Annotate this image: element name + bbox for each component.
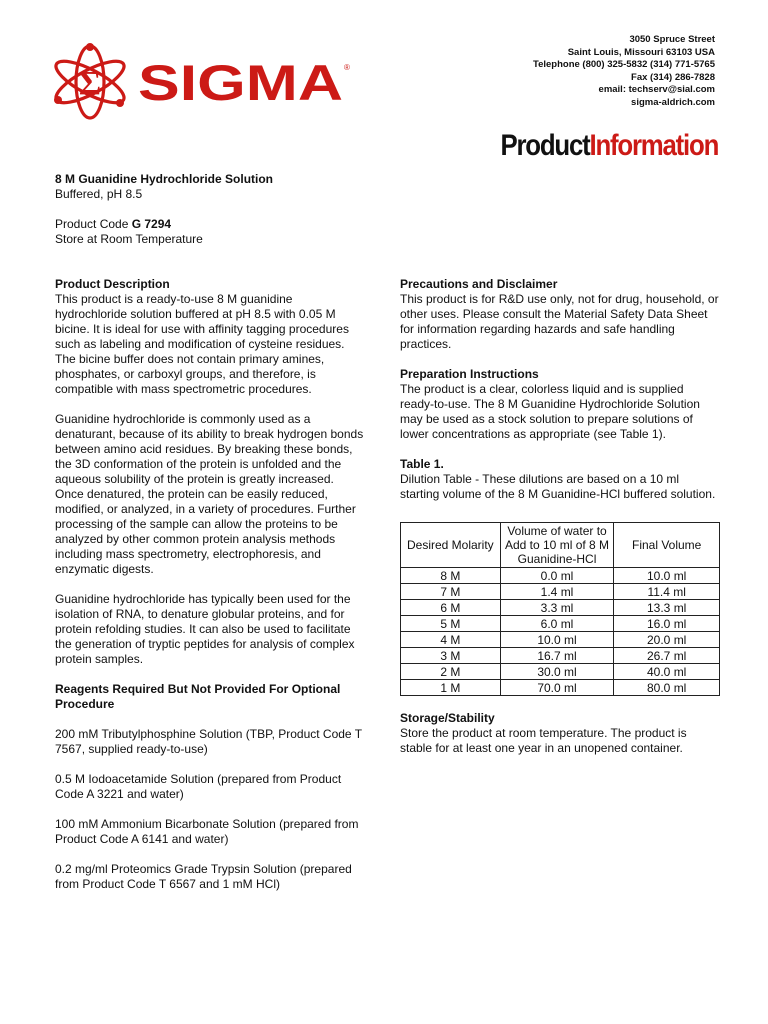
product-code: G 7294	[131, 217, 172, 231]
heading-information: Information	[589, 129, 718, 162]
cell-molarity: 8 M	[401, 568, 501, 584]
product-code-line	[55, 217, 375, 232]
cell-final-volume: 11.4 ml	[614, 584, 720, 600]
cell-water-volume: 10.0 ml	[500, 632, 614, 648]
header-final-volume: Final Volume	[614, 523, 720, 568]
cell-water-volume: 6.0 ml	[500, 616, 614, 632]
description-paragraph: Guanidine hydrochloride is commonly used as a denaturant, because of its ability to break hydrogen bonds between amino acid residues. By breaking these bonds, the 3D conformation of the protein is unfolded and the aqueous solubility of the protein is greatly increased. Once denatured, the protein can be easily reduced, modified, or analyzed, in a variety of procedures. Further processing of the sample can allow the proteins to be analyzed by other common protein analysis methods including mass spectrometry, electrophoresis, and enzymatic digests.	[55, 412, 364, 576]
storage-text: Store the product at room temperature. The product is stable for at least one year in an unopened container.	[400, 726, 687, 755]
product-storage: Store at Room Temperature	[55, 232, 203, 246]
table-heading: Table 1.	[400, 457, 444, 471]
table-header-row	[401, 523, 720, 568]
cell-water-volume: 16.7 ml	[500, 648, 614, 664]
cell-molarity: 1 M	[401, 680, 501, 696]
company-address	[430, 34, 715, 109]
product-title-block	[55, 172, 375, 247]
address-city: Saint Louis, Missouri 63103 USA	[567, 46, 715, 58]
table-caption: Dilution Table - These dilutions are based on a 10 ml starting volume of the 8 M Guanidine-HCl buffered solution.	[400, 472, 716, 501]
cell-water-volume: 30.0 ml	[500, 664, 614, 680]
table-row	[401, 632, 720, 648]
cell-molarity: 4 M	[401, 632, 501, 648]
product-subtitle: Buffered, pH 8.5	[55, 187, 143, 201]
address-email: email: techserv@sial.com	[598, 84, 715, 95]
table-row	[401, 680, 720, 696]
address-website: sigma-aldrich.com	[631, 96, 715, 108]
cell-water-volume: 1.4 ml	[500, 584, 614, 600]
cell-final-volume: 16.0 ml	[614, 616, 720, 632]
cell-water-volume: 3.3 ml	[500, 600, 614, 616]
address-street: 3050 Spruce Street	[629, 34, 715, 45]
table-row	[401, 616, 720, 632]
address-fax: Fax (314) 286-7828	[631, 71, 715, 83]
sigma-atom-icon	[50, 40, 355, 122]
dilution-table	[400, 522, 720, 696]
cell-molarity: 7 M	[401, 584, 501, 600]
cell-final-volume: 26.7 ml	[614, 648, 720, 664]
logo-wordmark: SIGMA	[138, 55, 343, 111]
product-code-label: Product Code	[55, 217, 132, 231]
reagent-item: 0.2 mg/ml Proteomics Grade Trypsin Solution (prepared from Product Code T 6567 and 1 mM HCl)	[55, 862, 352, 891]
precautions-text: This product is for R&D use only, not for drug, household, or other uses. Please consult the Material Safety Data Sheet for information regarding hazards and safe handling practices.	[400, 292, 719, 351]
header-desired-molarity: Desired Molarity	[401, 523, 501, 568]
cell-water-volume: 70.0 ml	[500, 680, 614, 696]
cell-molarity: 2 M	[401, 664, 501, 680]
cell-final-volume: 40.0 ml	[614, 664, 720, 680]
header-volume-water: Volume of water to Add to 10 ml of 8 M Guanidine-HCl	[500, 523, 614, 568]
left-column	[55, 277, 365, 907]
product-name: 8 M Guanidine Hydrochloride Solution	[55, 172, 274, 186]
preparation-text: The product is a clear, colorless liquid and is supplied ready-to-use. The 8 M Guanidine Hydrochloride Solution may be used as a stock solution to prepare solutions of lower concentrations as appropriate (see Table 1).	[400, 382, 700, 441]
reagent-item: 100 mM Ammonium Bicarbonate Solution (prepared from Product Code A 6141 and water)	[55, 817, 359, 846]
cell-final-volume: 80.0 ml	[614, 680, 720, 696]
precautions-heading: Precautions and Disclaimer	[400, 277, 558, 291]
cell-final-volume: 10.0 ml	[614, 568, 720, 584]
address-telephone: Telephone (800) 325-5832 (314) 771-5765	[532, 59, 715, 70]
storage-heading: Storage/Stability	[400, 711, 495, 725]
description-paragraph: Guanidine hydrochloride has typically been used for the isolation of RNA, to denature globular proteins, and for protein refolding studies. It can also be used to facilitate the generation of tryptic peptides for analysis of complex protein samples.	[55, 592, 355, 666]
cell-water-volume: 0.0 ml	[500, 568, 614, 584]
preparation-heading: Preparation Instructions	[400, 367, 539, 381]
registered-mark: ®	[344, 63, 350, 72]
svg-text:Σ: Σ	[78, 65, 102, 102]
table-row	[401, 568, 720, 584]
cell-final-volume: 20.0 ml	[614, 632, 720, 648]
heading-product: Product	[500, 129, 590, 162]
right-column	[400, 277, 720, 771]
reagent-item: 0.5 M Iodoacetamide Solution (prepared from Product Code A 3221 and water)	[55, 772, 342, 801]
description-paragraph: This product is a ready-to-use 8 M guanidine hydrochloride solution buffered at pH 8.5 with 0.05 M bicine. It is ideal for use with affinity tagging procedures such as labeling and modification of cysteine residues. The bicine buffer does not contain primary amines, phosphates, or carboxyl groups, and therefore, is compatible with mass spectrometric procedures.	[55, 292, 349, 396]
table-row	[401, 664, 720, 680]
reagents-heading: Reagents Required But Not Provided For Optional Procedure	[55, 682, 341, 711]
reagent-item: 200 mM Tributylphosphine Solution (TBP, Product Code T 7567, supplied ready-to-use)	[55, 727, 362, 756]
sigma-logo	[50, 40, 355, 122]
cell-final-volume: 13.3 ml	[614, 600, 720, 616]
table-row	[401, 584, 720, 600]
table-row	[401, 600, 720, 616]
cell-molarity: 5 M	[401, 616, 501, 632]
cell-molarity: 3 M	[401, 648, 501, 664]
product-information-heading	[500, 128, 718, 164]
description-heading: Product Description	[55, 277, 170, 291]
table-row	[401, 648, 720, 664]
cell-molarity: 6 M	[401, 600, 501, 616]
